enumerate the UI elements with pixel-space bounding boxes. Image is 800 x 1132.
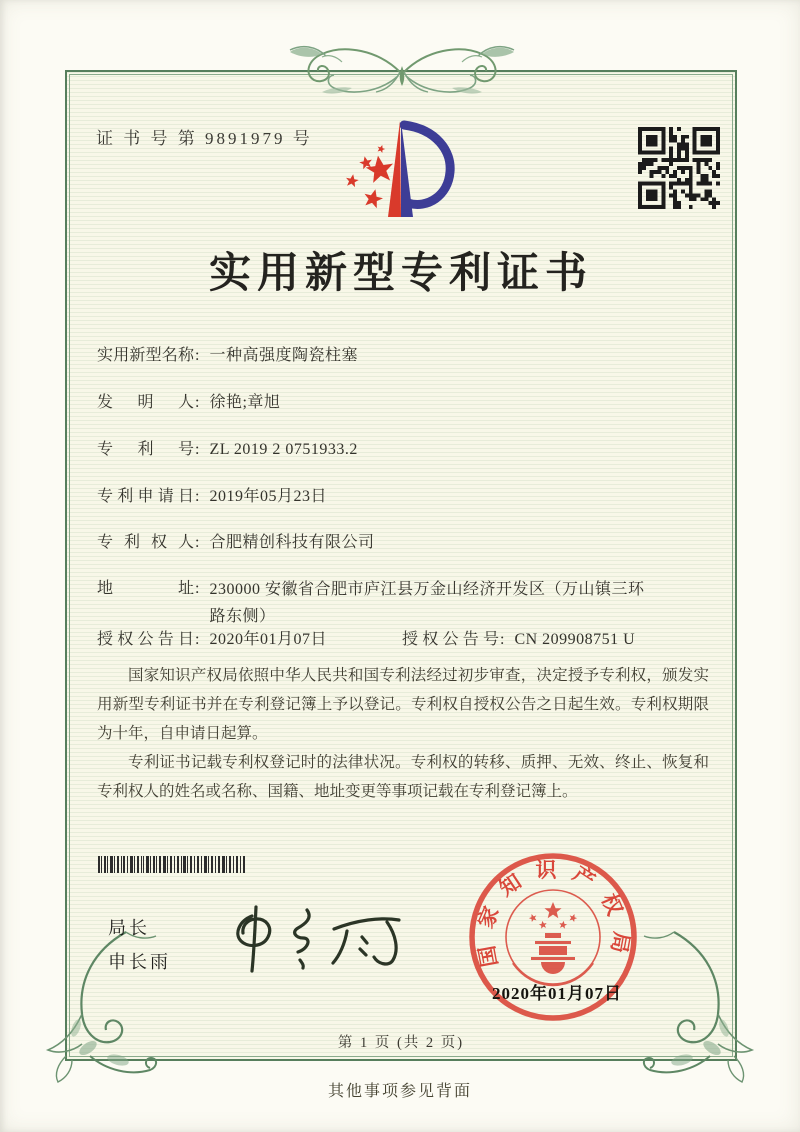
field-colon: : — [500, 631, 505, 648]
field-value: 230000 安徽省合肥市庐江县万金山经济开发区（万山镇三环路东侧） — [209, 581, 645, 625]
legal-paragraph-2: 专利证书记载专利权登记时的法律状况。专利权的转移、质押、无效、终止、恢复和专利权人的姓名或名称、国籍、地址变更等事项记载在专利登记簿上。 — [97, 754, 709, 800]
field-value: 2020年01月07日 — [209, 631, 327, 648]
seal-date: 2020年01月07日 — [492, 984, 622, 1003]
field-label: 发明人 — [97, 394, 194, 411]
logo-star-small — [345, 173, 360, 187]
seal-national-emblem — [506, 890, 600, 985]
field-colon: : — [195, 534, 200, 551]
logo-star-tiny — [376, 144, 386, 154]
field-value: CN 209908751 U — [514, 631, 636, 648]
logo-p-curve — [404, 125, 450, 204]
field-label: 专利申请日 — [97, 488, 194, 505]
barcode — [98, 856, 246, 873]
field-label: 授权公告日 — [97, 631, 194, 648]
field-colon: : — [195, 441, 200, 458]
certificate-title: 实用新型专利证书 — [208, 251, 593, 297]
page-number: 第 1 页 (共 2 页) — [337, 1035, 465, 1051]
field-value: 一种高强度陶瓷柱塞 — [209, 347, 358, 364]
field-row-address — [97, 576, 737, 630]
top-ornament — [282, 32, 522, 108]
field-colon: : — [195, 580, 200, 597]
field-value: ZL 2019 2 0751933.2 — [209, 441, 358, 458]
field-label: 专利权人 — [97, 534, 194, 551]
grant-date-pair — [97, 631, 327, 648]
field-value: 2019年05月23日 — [209, 488, 327, 505]
field-label: 授权公告号 — [402, 631, 499, 648]
field-colon: : — [195, 347, 200, 364]
officer-signature — [228, 898, 413, 980]
field-label: 实用新型名称 — [97, 347, 194, 364]
officer-name: 申长雨 — [108, 952, 171, 972]
field-value: 徐艳;章旭 — [209, 394, 281, 411]
logo-star-medium — [362, 187, 385, 209]
legal-paragraph-1: 国家知识产权局依照中华人民共和国专利法经过初步审查，决定授予专利权，颁发实用新型专利证书并在专利登记簿上予以登记。专利权自授权公告之日起生效。专利权期限为十年，自申请日起算。 — [97, 667, 709, 742]
field-row-name — [97, 343, 737, 369]
field-colon: : — [195, 394, 200, 411]
back-side-note: 其他事项参见背面 — [327, 1083, 472, 1100]
field-row-grant — [97, 627, 737, 653]
logo-star-large — [364, 154, 395, 184]
certificate-number: 证 书 号 第 9891979 号 — [96, 129, 313, 148]
field-value: 合肥精创科技有限公司 — [209, 534, 375, 551]
grant-no-pair — [402, 627, 635, 653]
cnipa-logo — [338, 115, 473, 227]
field-label: 地址 — [97, 580, 194, 597]
field-row-patent-no — [97, 437, 737, 463]
officer-title: 局长 — [108, 918, 150, 938]
bottom-right-flourish — [620, 928, 770, 1088]
qr-code — [638, 127, 720, 209]
field-row-filing-date — [97, 484, 737, 510]
field-colon: : — [195, 631, 200, 648]
field-row-patentee — [97, 530, 737, 556]
logo-spike-red — [388, 121, 401, 217]
seal-text: 国家知识产权局 — [472, 858, 634, 969]
legal-text — [97, 661, 709, 806]
field-label: 专利号 — [97, 441, 194, 458]
field-row-inventor — [97, 390, 737, 416]
field-colon: : — [195, 488, 200, 505]
